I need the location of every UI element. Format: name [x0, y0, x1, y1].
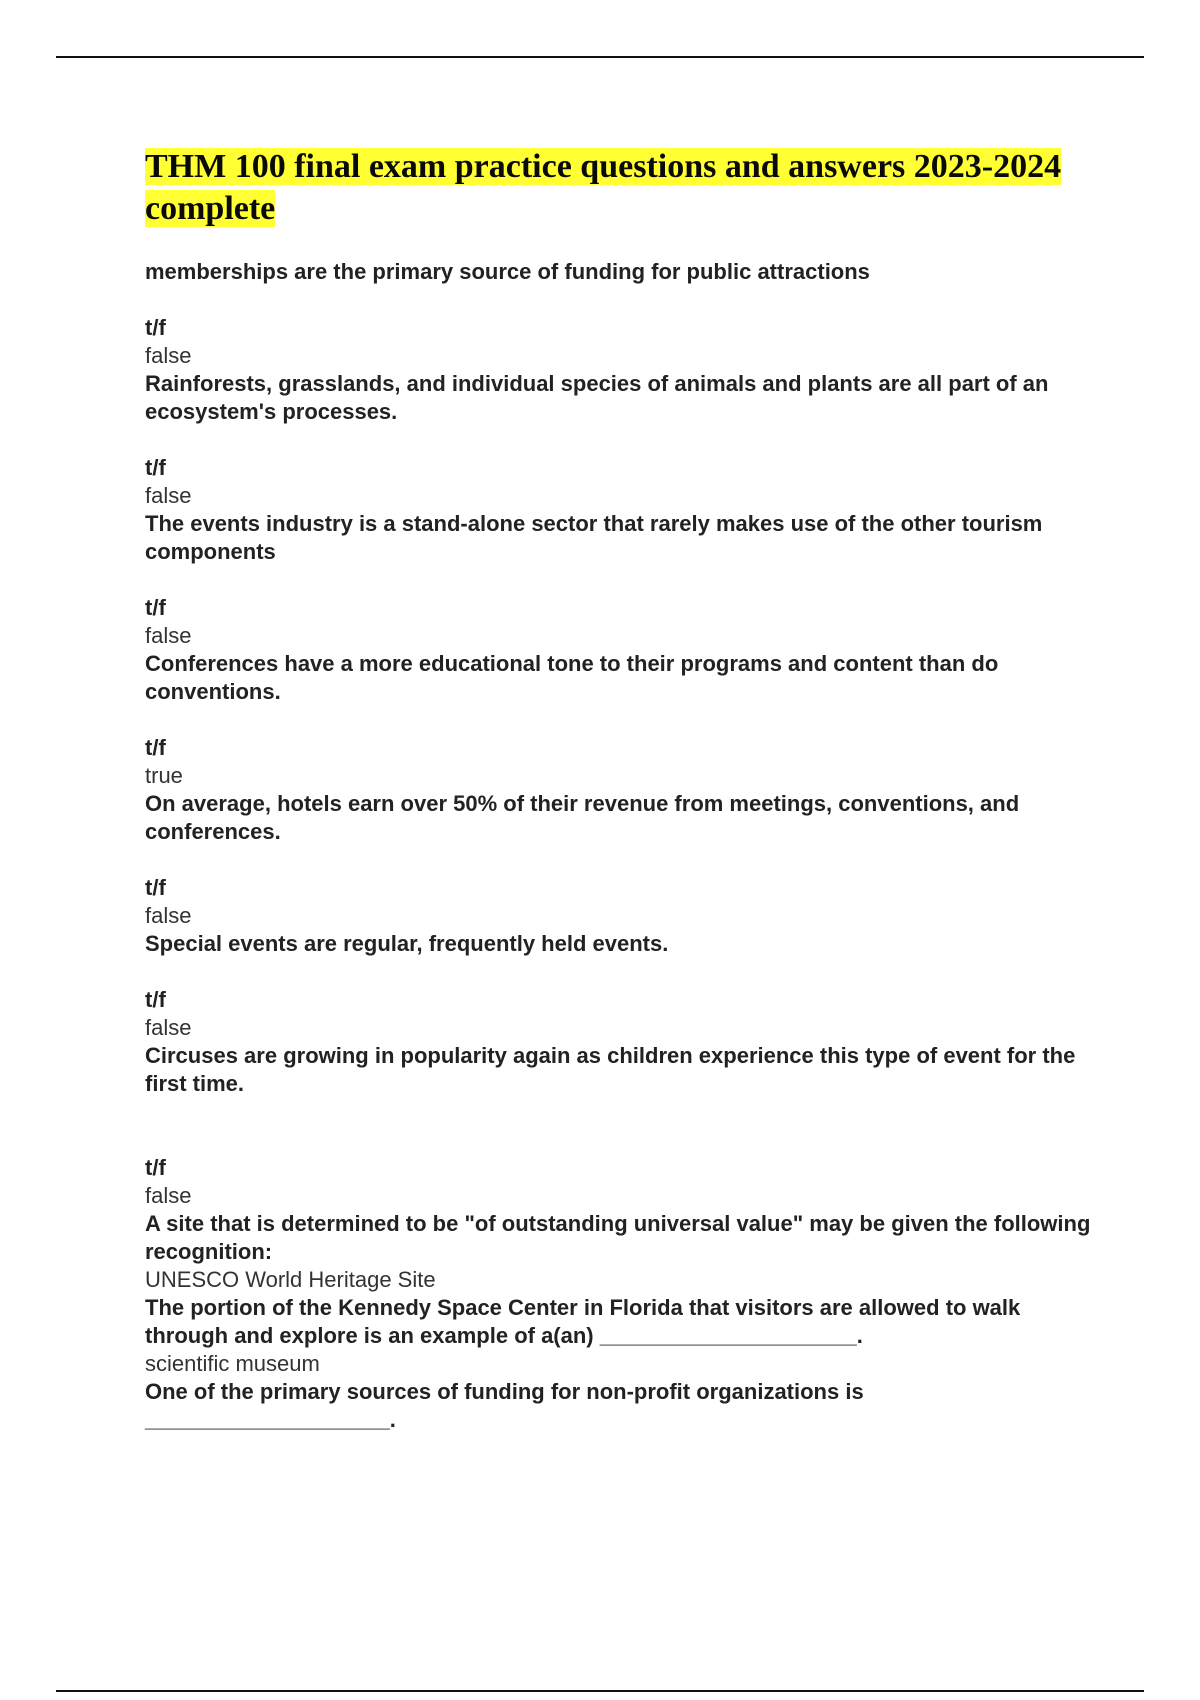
question-type-label: t/f	[145, 735, 166, 760]
question-text: Rainforests, grasslands, and individual species of animals and plants are all part of an ecosystem's processes.	[145, 371, 1049, 424]
question-type-label: t/f	[145, 315, 166, 340]
document-title: THM 100 final exam practice questions and answers 2023-2024 complete	[145, 148, 1062, 227]
question-type-label: t/f	[145, 875, 166, 900]
question-text: Conferences have a more educational tone to their programs and content than do conventions.	[145, 651, 999, 704]
document-body	[145, 146, 1095, 1434]
question-type-label: t/f	[145, 1155, 166, 1180]
answer-text: false	[145, 343, 192, 368]
bottom-rule	[56, 1690, 1144, 1692]
question-text: A site that is determined to be "of outstanding universal value" may be given the following recognition:	[145, 1211, 1091, 1264]
question-type-label: t/f	[145, 455, 166, 480]
question-type-label: t/f	[145, 987, 166, 1012]
answer-text: false	[145, 1183, 192, 1208]
question-text: One of the primary sources of funding for non-profit organizations is ____________________.	[145, 1379, 864, 1432]
question-text: On average, hotels earn over 50% of their revenue from meetings, conventions, and conferences.	[145, 791, 1020, 844]
answer-text: true	[145, 763, 183, 788]
answer-text: UNESCO World Heritage Site	[145, 1267, 436, 1292]
answer-text: false	[145, 483, 192, 508]
answer-text: false	[145, 1015, 192, 1040]
question-text: Circuses are growing in popularity again as children experience this type of event for the first time.	[145, 1043, 1076, 1096]
question-text: Special events are regular, frequently held events.	[145, 931, 669, 956]
question-type-label: t/f	[145, 595, 166, 620]
answer-text: false	[145, 903, 192, 928]
top-rule	[56, 56, 1144, 58]
answer-text: scientific museum	[145, 1351, 320, 1376]
answer-text: false	[145, 623, 192, 648]
question-text: The portion of the Kennedy Space Center in Florida that visitors are allowed to walk through and explore is an example of a(an) _____________________.	[145, 1295, 1021, 1348]
question-text: memberships are the primary source of funding for public attractions	[145, 259, 870, 284]
question-text: The events industry is a stand-alone sector that rarely makes use of the other tourism components	[145, 511, 1043, 564]
